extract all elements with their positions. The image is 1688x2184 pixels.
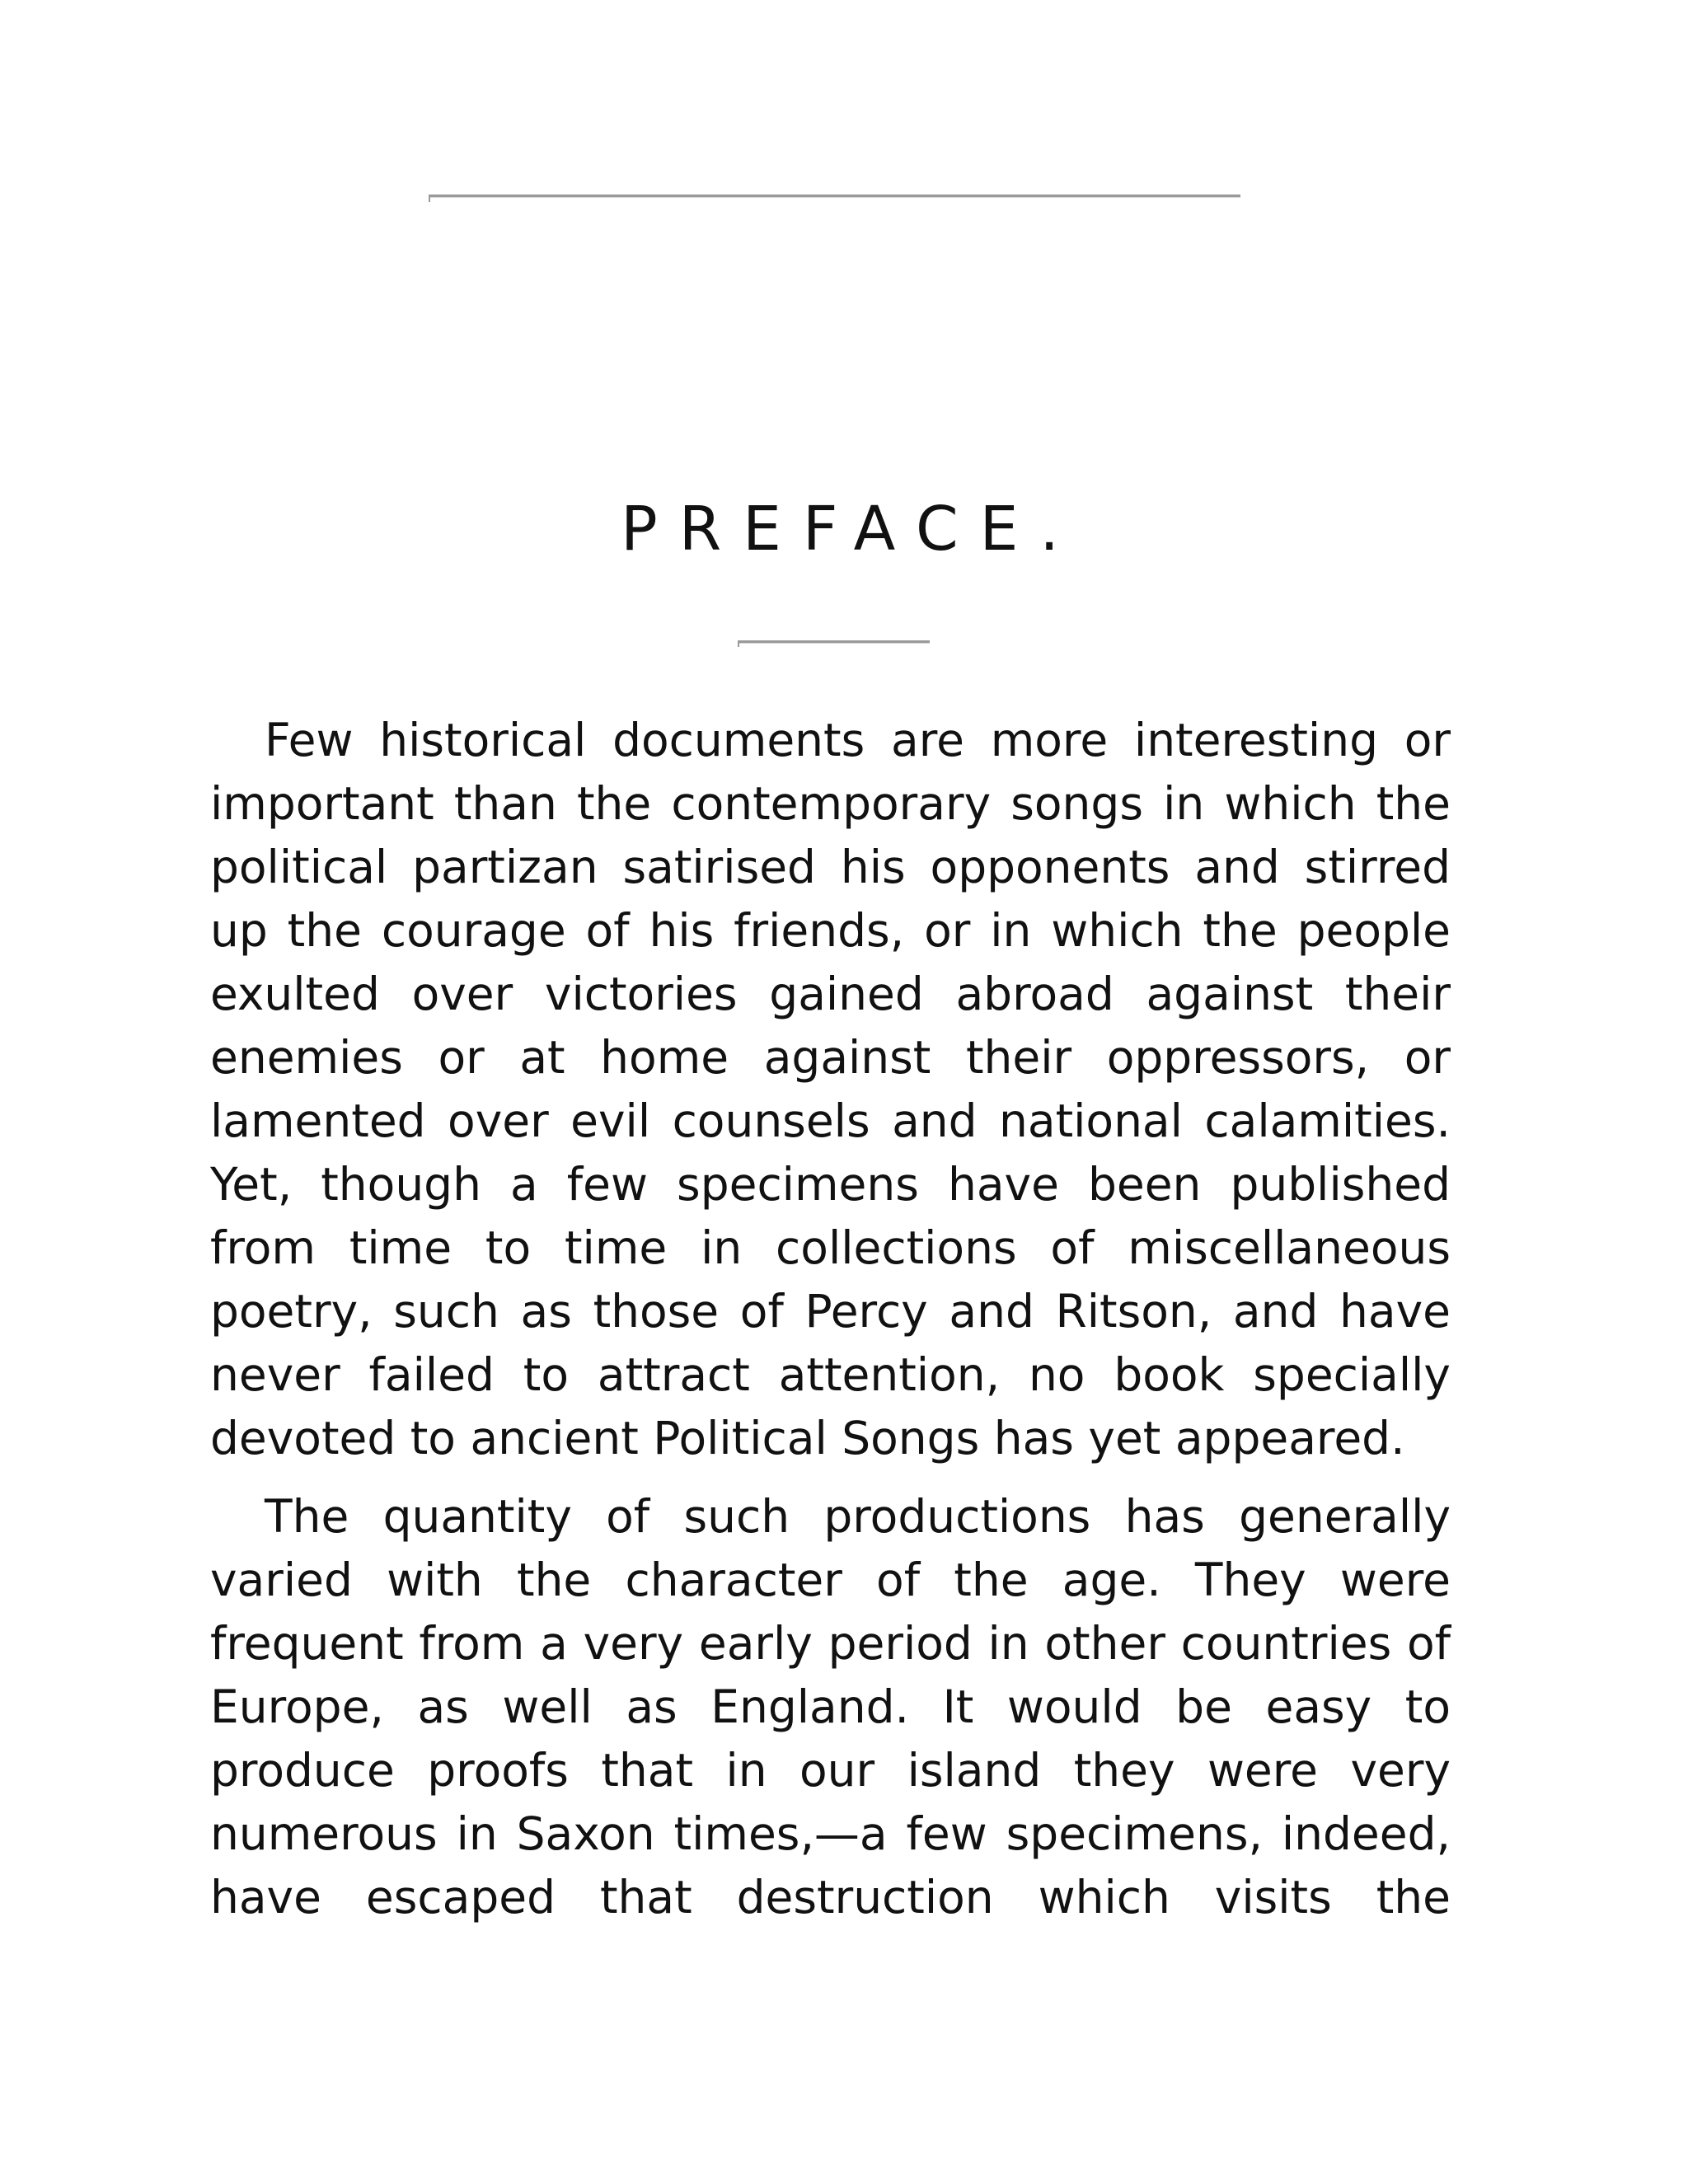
- body-text: [210, 709, 1451, 1944]
- paragraph-1: Few historical documents are more interesting or important than the contemporary songs in which the political partizan satirised his opponents and stirred up the courage of his friends, or in which the people exulted over victories gained abroad against their enemies or at home against their oppressors, or lamented over evil counsels and national calamities. Yet, though a few specimens have been published from time to time in collections of miscellaneous poetry, such as those of Percy and Ritson, and have never failed to attract attention, no book specially devoted to ancient Political Songs has yet appeared.: [210, 714, 1451, 1465]
- top-rule: [429, 194, 1240, 198]
- paragraph-2: The quantity of such productions has generally varied with the character of the age. They were frequent from a very early period in other countries of Europe, as well as England. It would be easy to produce proofs that in our island they were very numerous in Saxon times,—a few specimens, indeed, have escaped that destruction which visits the: [210, 1490, 1451, 1924]
- title-underline: [738, 640, 930, 644]
- page-title: PREFACE.: [621, 494, 1081, 565]
